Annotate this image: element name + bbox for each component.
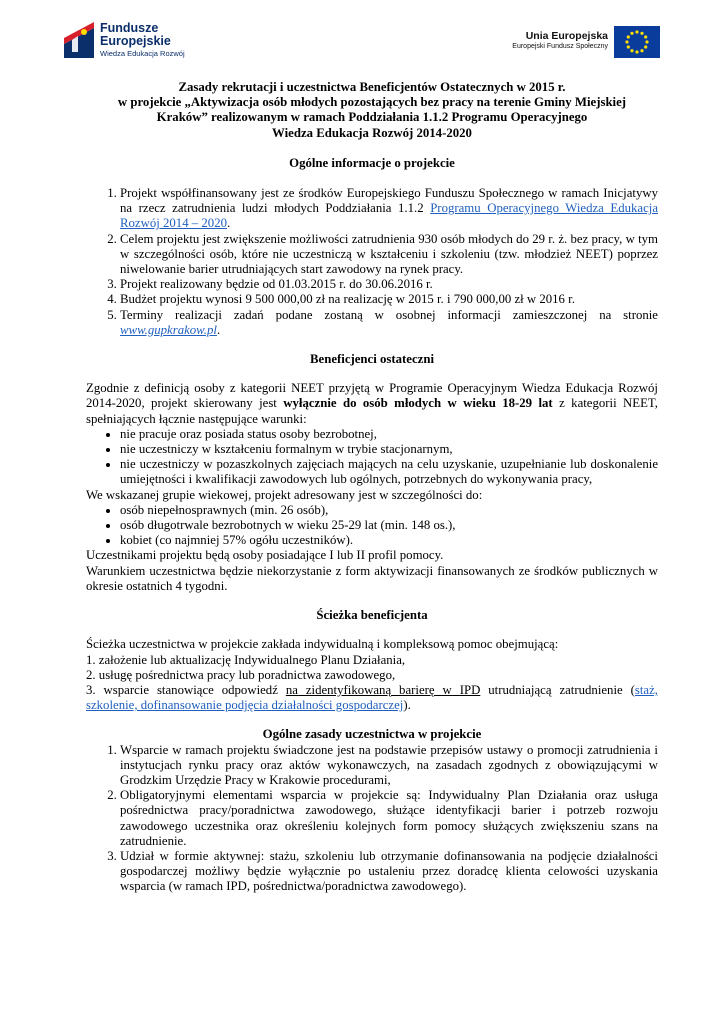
list-item: • nie pracuje oraz posiada status osoby bezrobotnej,: [120, 427, 658, 442]
path-item-1: 1. założenie lub aktualizację Indywidualnego Planu Działania,: [86, 652, 406, 667]
target-groups-list: [86, 503, 658, 549]
list-item: 4. Budżet projektu wynosi 9 500 000,00 zł na realizację w 2015 r. i 790 000,00 zł w 2016 r.: [120, 292, 658, 307]
ue-logo-text: [512, 30, 608, 52]
target-groups-intro: We wskazanej grupie wiekowej, projekt adresowany jest w szczególności do:: [86, 487, 483, 502]
path-item-end: ).: [403, 698, 411, 713]
path-item-underlined: na zidentyfikowaną barierę w IPD: [285, 682, 481, 697]
fe-line3: Wiedza Edukacja Rozwój: [100, 49, 185, 58]
list-item: 3. Udział w formie aktywnej: stażu, szkoleniu lub otrzymanie dofinansowania na podjęcie działalności gospodarczej możliwy będzie wyłącznie po ustaleniu przez doradcę klienta celowości uzyskania wsparcia (w ramach IPD, pośrednictwa/poradnictwa zawodowego).: [120, 849, 658, 895]
section-heading-path: Ścieżka beneficjenta: [316, 608, 428, 623]
list-item-text: Terminy realizacji zadań podane zostaną w osobnej informacji zamieszczonej na stronie: [120, 307, 658, 322]
general-info-list: [86, 186, 658, 338]
list-item: 2. Celem projektu jest zwiększenie możliwości zatrudnienia 930 osób młodych do 29 r. ż. bez pracy, w tym w szczególności osób, które nie uczestniczą w kształceniu i szkoleniu (tzw. młodzież NEET) poprzez niwelowanie barier utrudniających start zawodowy na rynek pracy.: [120, 232, 658, 278]
program-link[interactable]: Programu Operacyjnego Wiedza Edukacja Rozwój 2014 – 2020: [120, 201, 658, 231]
neet-conditions-list: [86, 427, 658, 488]
logo-fundusze-europejskie: [64, 18, 194, 62]
website-link[interactable]: www.gupkrakow.pl: [120, 322, 217, 337]
list-item: 3. Projekt realizowany będzie od 01.03.2015 r. do 30.06.2016 r.: [120, 277, 658, 292]
rules-list: [86, 743, 658, 895]
list-item-text: Projekt współfinansowany jest ze środków Europejskiego Funduszu Społecznego w ramach Inicjatywy na rzecz zatrudnienia ludzi młodych Poddziałania 1.1.2: [120, 186, 658, 216]
list-item: 1. Wsparcie w ramach projektu świadczone jest na podstawie przepisów ustawy o promocji zatrudnienia i instytucjach rynku pracy oraz aktów wykonawczych, na zasadach zgodnych z obowiązującymi w Grodzkim Urzędzie Pracy w Krakowie procedurami,: [120, 743, 658, 789]
list-item-end: .: [216, 322, 221, 337]
fe-line1: Fundusze: [100, 21, 159, 35]
intro-text-end: z kategorii NEET, spełniających łącznie następujące warunki:: [86, 396, 658, 426]
title-line-3: Kraków” realizowanym w ramach Poddziałania 1.1.2 Programu Operacyjnego: [156, 110, 588, 125]
eu-flag-icon: [614, 26, 660, 58]
fe-line2: Europejskie: [100, 34, 171, 48]
path-intro: Ścieżka uczestnictwa w projekcie zakłada indywidualną i kompleksową pomoc obejmującą:: [86, 637, 559, 652]
document-title: [86, 80, 658, 141]
title-line-4: Wiedza Edukacja Rozwój 2014-2020: [272, 125, 472, 140]
fundusze-europejskie-emblem-icon: [64, 22, 94, 58]
intro-text: Zgodnie z definicją osoby z kategorii NEET przyjętą w Programie Operacyjnym Wiedza Edukacja Rozwój 2014-2020, projekt skierowany jest: [86, 381, 658, 411]
section-heading-rules: Ogólne zasady uczestnictwa w projekcie: [262, 727, 482, 742]
list-item: • nie uczestniczy w pozaszkolnych zajęciach mających na celu uzyskanie, uzupełnianie lub doskonalenie umiejętności i kwalifikacji zawodowych lub ogólnych, potrzebnych do wykonywania pracy,: [120, 457, 658, 487]
ue-line1: Unia Europejska: [525, 30, 608, 42]
document-body: [86, 80, 658, 895]
ue-line2: Europejski Fundusz Społeczny: [512, 43, 608, 50]
list-item: [120, 186, 658, 232]
list-item: • osób długotrwale bezrobotnych w wieku 25-29 lat (min. 148 os.),: [120, 518, 658, 533]
list-item: • kobiet (co najmniej 57% ogółu uczestników).: [120, 533, 658, 548]
path-item-text-mid: utrudniającą zatrudnienie (: [480, 682, 635, 697]
fe-logo-text: [100, 22, 185, 59]
section-heading-beneficiaries: Beneficjenci ostateczni: [309, 352, 434, 367]
list-item: [120, 308, 658, 338]
title-line-2: w projekcie „Aktywizacja osób młodych pozostających bez pracy na terenie Gminy Miejskiej: [117, 95, 627, 110]
path-item-2: 2. usługę pośrednictwa pracy lub poradnictwa zawodowego,: [86, 667, 396, 682]
intro-bold: wyłącznie do osób młodych w wieku 18-29 lat: [283, 396, 553, 411]
beneficiaries-intro: [86, 381, 658, 427]
support-forms-link[interactable]: staż, szkolenie, dofinansowanie podjęcia działalności gospodarczej: [86, 682, 658, 713]
profile-paragraph: Uczestnikami projektu będą osoby posiadające I lub II profil pomocy.: [86, 548, 444, 563]
condition-paragraph: Warunkiem uczestnictwa będzie niekorzystanie z form aktywizacji finansowanych ze środków publicznych w okresie ostatnich 4 tygodni.: [86, 563, 658, 593]
list-item: • osób niepełnosprawnych (min. 26 osób),: [120, 503, 658, 518]
list-item: 2. Obligatoryjnymi elementami wsparcia w projekcie są: Indywidualny Plan Działania oraz usługa pośrednictwa pracy/poradnictwa zawodowego, służące identyfikacji barier i potrzeb rozwoju zawodowego uczestnika oraz określeniu kolejnych form pomocy służących zwiększeniu szans na zatrudnienie.: [120, 788, 658, 849]
path-item-text: 3. wsparcie stanowiące odpowiedź: [86, 682, 286, 697]
path-item-3: [86, 683, 658, 713]
section-heading-general-info: Ogólne informacje o projekcie: [289, 155, 455, 170]
logo-unia-europejska: [510, 26, 660, 66]
list-item-end: .: [227, 216, 231, 231]
title-line-1: Zasady rekrutacji i uczestnictwa Beneficjentów Ostatecznych w 2015 r.: [178, 80, 566, 94]
list-item: • nie uczestniczy w kształceniu formalnym w trybie stacjonarnym,: [120, 442, 658, 457]
